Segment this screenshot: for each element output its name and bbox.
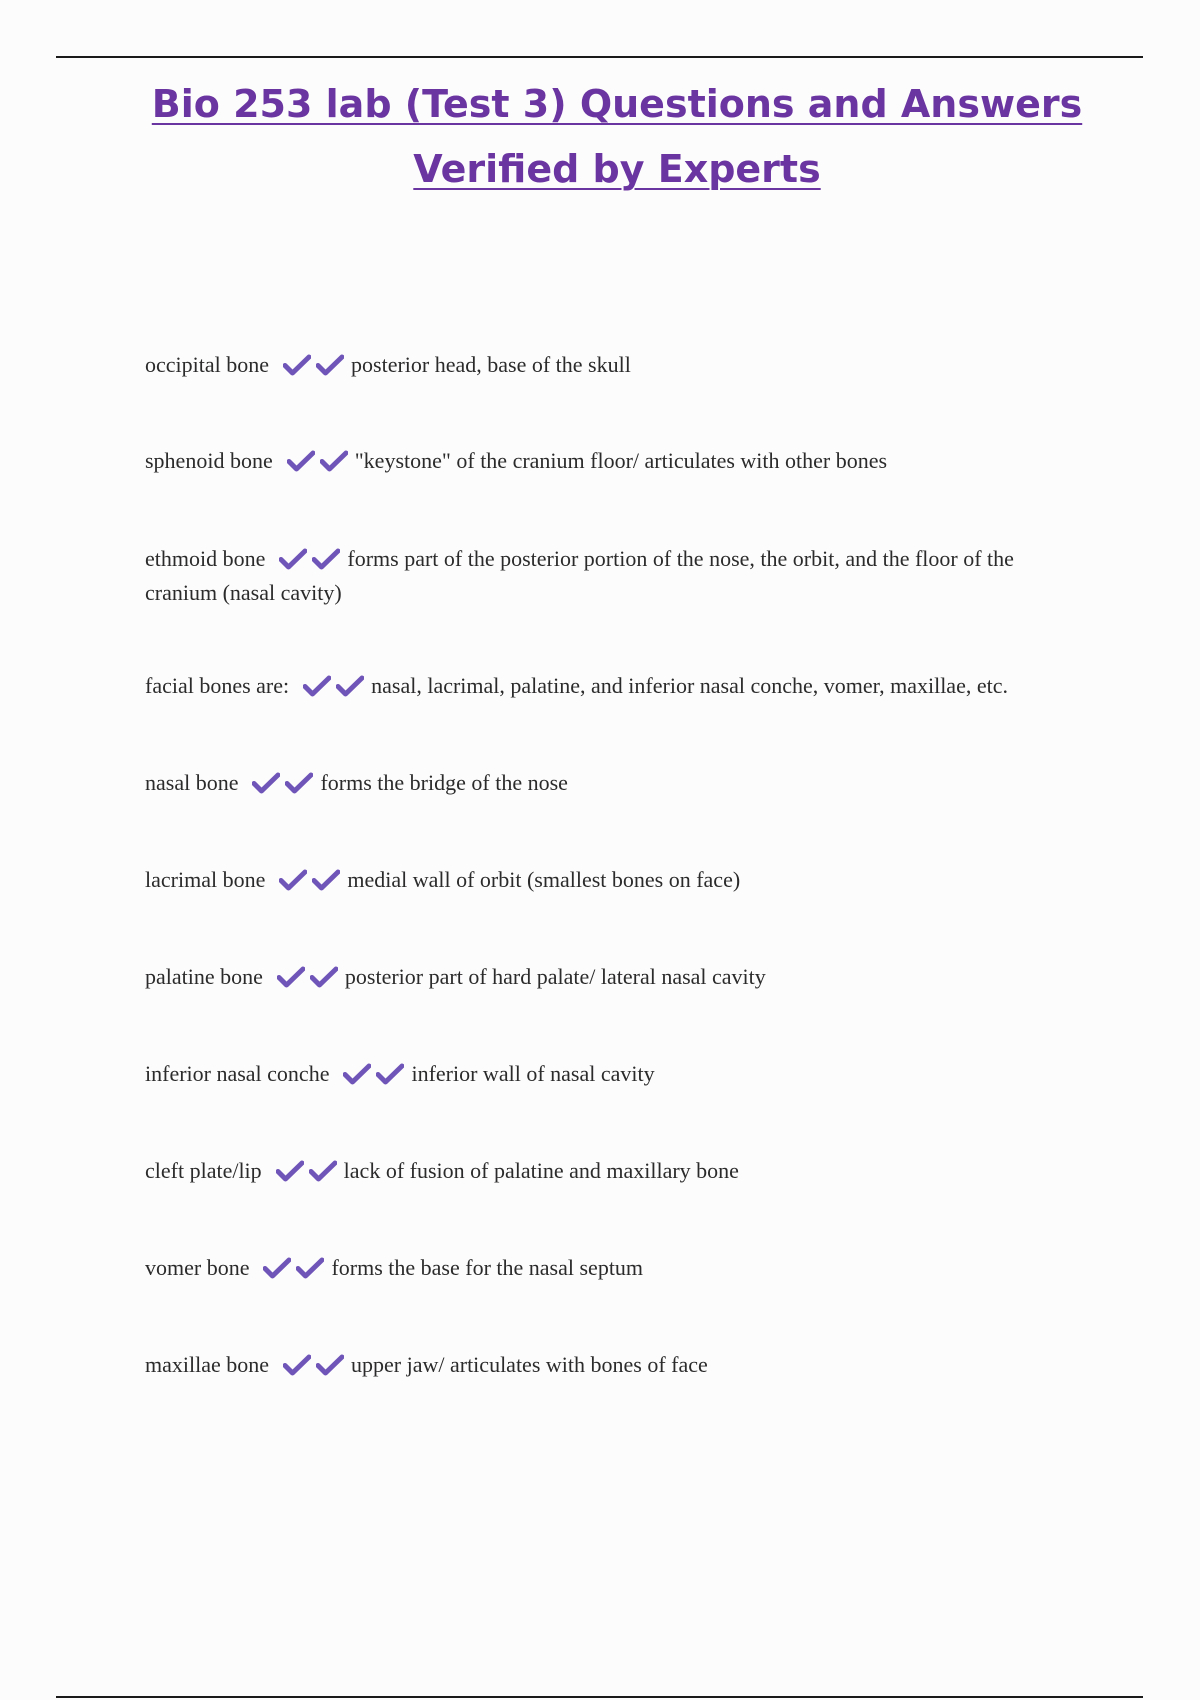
checkmark-icon bbox=[312, 869, 340, 891]
checkmark-icon bbox=[343, 1063, 371, 1085]
qa-term: facial bones are: bbox=[145, 673, 290, 698]
checkmark-icon bbox=[316, 1354, 344, 1376]
check-pair bbox=[287, 450, 353, 480]
qa-answer: forms the base for the nasal septum bbox=[331, 1255, 644, 1280]
top-rule bbox=[56, 56, 1143, 58]
check-pair bbox=[343, 1063, 409, 1093]
check-pair bbox=[279, 869, 345, 899]
checkmark-icon bbox=[316, 354, 344, 376]
checkmark-icon bbox=[279, 869, 307, 891]
qa-answer: forms part of the posterior portion of the nose, the orbit, and the floor of the cranium (nasal cavity) bbox=[145, 546, 1014, 605]
checkmark-icon bbox=[312, 548, 340, 570]
qa-item bbox=[145, 544, 1085, 608]
checkmark-icon bbox=[309, 1160, 337, 1182]
qa-item bbox=[145, 671, 1085, 705]
checkmark-icon bbox=[376, 1063, 404, 1085]
qa-answer: medial wall of orbit (smallest bones on face) bbox=[347, 867, 741, 892]
qa-item bbox=[145, 446, 1085, 480]
checkmark-icon bbox=[252, 772, 280, 794]
check-pair bbox=[263, 1257, 329, 1287]
check-pair bbox=[277, 966, 343, 996]
document-title bbox=[0, 72, 1200, 202]
qa-answer: posterior part of hard palate/ lateral nasal cavity bbox=[344, 964, 766, 989]
title-line-2: Verified by Experts bbox=[413, 147, 821, 191]
checkmark-icon bbox=[303, 675, 331, 697]
qa-item bbox=[145, 1253, 1085, 1287]
check-pair bbox=[276, 1160, 342, 1190]
check-pair bbox=[279, 548, 345, 578]
checkmark-icon bbox=[277, 966, 305, 988]
qa-answer: lack of fusion of palatine and maxillary bone bbox=[343, 1158, 739, 1183]
checkmark-icon bbox=[287, 450, 315, 472]
qa-answer: upper jaw/ articulates with bones of face bbox=[351, 1352, 708, 1377]
check-pair bbox=[252, 772, 318, 802]
qa-item bbox=[145, 1059, 1085, 1093]
qa-answer: inferior wall of nasal cavity bbox=[411, 1061, 655, 1086]
qa-term: cleft plate/lip bbox=[145, 1158, 262, 1183]
checkmark-icon bbox=[285, 772, 313, 794]
checkmark-icon bbox=[296, 1257, 324, 1279]
qa-answer: posterior head, base of the skull bbox=[351, 352, 631, 377]
check-pair bbox=[303, 675, 369, 705]
qa-item bbox=[145, 1350, 1085, 1384]
qa-answer: forms the bridge of the nose bbox=[320, 770, 568, 795]
qa-item bbox=[145, 350, 1085, 384]
checkmark-icon bbox=[279, 548, 307, 570]
qa-term: occipital bone bbox=[145, 352, 270, 377]
qa-term: inferior nasal conche bbox=[145, 1061, 330, 1086]
checkmark-icon bbox=[283, 1354, 311, 1376]
qa-item bbox=[145, 962, 1085, 996]
qa-item bbox=[145, 768, 1085, 802]
qa-term: lacrimal bone bbox=[145, 867, 266, 892]
checkmark-icon bbox=[263, 1257, 291, 1279]
qa-term: maxillae bone bbox=[145, 1352, 270, 1377]
checkmark-icon bbox=[276, 1160, 304, 1182]
check-pair bbox=[283, 1354, 349, 1384]
qa-answer: nasal, lacrimal, palatine, and inferior nasal conche, vomer, maxillae, etc. bbox=[371, 673, 1008, 698]
bottom-rule bbox=[56, 1696, 1143, 1698]
qa-term: ethmoid bone bbox=[145, 546, 266, 571]
checkmark-icon bbox=[320, 450, 348, 472]
title-line-1: Bio 253 lab (Test 3) Questions and Answers bbox=[151, 82, 1083, 126]
qa-item bbox=[145, 865, 1085, 899]
qa-term: nasal bone bbox=[145, 770, 239, 795]
qa-term: palatine bone bbox=[145, 964, 263, 989]
qa-term: sphenoid bone bbox=[145, 448, 273, 473]
qa-item bbox=[145, 1156, 1085, 1190]
checkmark-icon bbox=[310, 966, 338, 988]
check-pair bbox=[283, 354, 349, 384]
qa-term: vomer bone bbox=[145, 1255, 250, 1280]
qa-answer: "keystone" of the cranium floor/ articulates with other bones bbox=[354, 448, 888, 473]
checkmark-icon bbox=[336, 675, 364, 697]
checkmark-icon bbox=[283, 354, 311, 376]
